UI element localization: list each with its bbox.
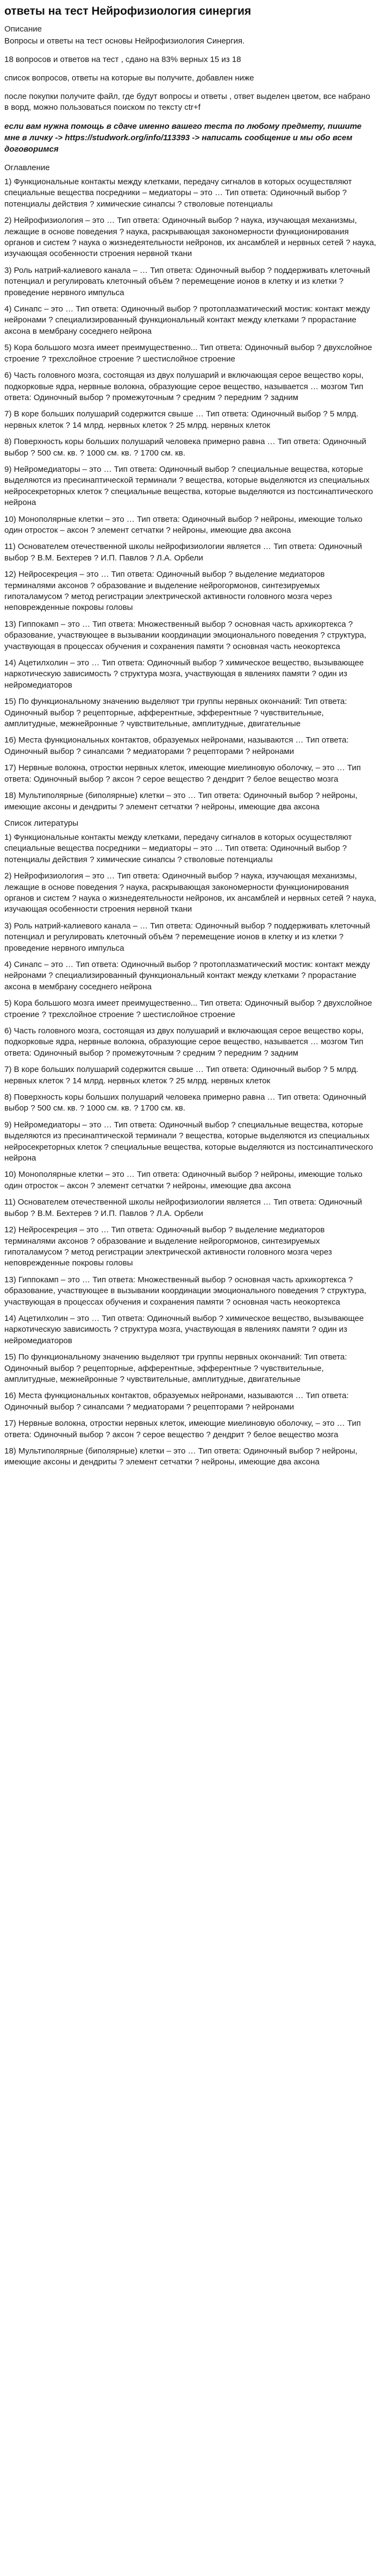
reference-item: 9) Нейромедиаторы – это … Тип ответа: Одиночный выбор ? специальные вещества, которые выделяются из пресинаптической терминали ? вещества, которые выделяются из специальных нейросекреторных клеток ? специальные вещества, которые выделяются из постсинаптического нейрона <box>4 1120 373 1163</box>
page-title: ответы на тест Нейрофизиология синергия <box>4 5 252 17</box>
reference-item: 14) Ацетилхолин – это … Тип ответа: Одиночный выбор ? химическое вещество, вызывающее наркотическую зависимость ? структура мозга, участвующая в явлениях памяти ? один из нейромедиаторов <box>4 1313 364 1345</box>
reference-item: 3) Роль натрий-калиевого канала – … Тип ответа: Одиночный выбор ? поддерживать клеточный потенциал и регулировать клеточный объём ? перемещение ионов в клетку и из клетки ? проведение нервного импульса <box>4 921 370 953</box>
toc-item: 10) Монополярные клетки – это … Тип ответа: Одиночный выбор ? нейроны, имеющие только один отросток – аксон ? элемент сетчатки ? нейроны, имеющие два аксона <box>4 514 363 535</box>
intro-line: 18 вопросов и ответов на тест , сдано на 83% верных 15 из 18 <box>4 55 241 64</box>
reference-item: 18) Мультиполярные (биполярные) клетки – это … Тип ответа: Одиночный выбор ? нейроны, имеющие аксоны и дендриты ? элемент сетчатки ? нейроны, имеющие два аксона <box>4 1446 358 1467</box>
toc-item: 1) Функциональные контакты между клетками, передачу сигналов в которых осуществляют специальные вещества посредники – медиаторы – это … Тип ответа: Одиночный выбор ? потенциалы действия ? химические синапсы ? стволовые потенциалы <box>4 177 352 209</box>
references-label: Список литературы <box>4 818 79 828</box>
reference-item: 6) Часть головного мозга, состоящая из двух полушарий и включающая серое вещество коры, подкорковые ядра, нервные волокна, образующие серое вещество, называется … мозгом Тип ответа: Одиночный выбор ? промежуточным ? средним ? передним ? задним <box>4 1026 364 1058</box>
toc-item: 17) Нервные волокна, отростки нервных клеток, имеющие миелиновую оболочку, – это … Тип ответа: Одиночный выбор ? аксон ? серое вещество ? дендрит ? белое вещество мозга <box>4 763 361 784</box>
reference-item: 16) Места функциональных контактов, образуемых нейронами, называются … Тип ответа: Одиночный выбор ? синапсами ? медиаторами ? рецепторами ? нейронами <box>4 1391 349 1412</box>
toc-item: 12) Нейросекреция – это … Тип ответа: Одиночный выбор ? выделение медиаторов терминалями аксонов ? образование и выделение нейрогормонов, синтезируемых гипоталамусом ? метод регистрации электрической активности головного мозга через неповрежденные покровы головы <box>4 570 332 613</box>
toc-list <box>4 177 377 813</box>
reference-item: 17) Нервные волокна, отростки нервных клеток, имеющие миелиновую оболочку, – это … Тип ответа: Одиночный выбор ? аксон ? серое вещество ? дендрит ? белое вещество мозга <box>4 1419 361 1439</box>
toc-item: 11) Основателем отечественной школы нейрофизиологии является … Тип ответа: Одиночный выбор ? В.М. Бехтерев ? И.П. Павлов ? Л.А. Орбели <box>4 542 363 563</box>
toc-item: 13) Гиппокамп – это … Тип ответа: Множественный выбор ? основная часть архикортекса ? образование, участвующее в вызывании координации эмоционального поведения ? структура, участвующая в процессах обучения и сохранения памяти ? основная часть неокортекса <box>4 619 366 651</box>
toc-item: 8) Поверхность коры больших полушарий человека примерно равна … Тип ответа: Одиночный выбор ? 500 см. кв. ? 1000 см. кв. ? 1700 см. кв. <box>4 437 366 458</box>
reference-item: 1) Функциональные контакты между клетками, передачу сигналов в которых осуществляют специальные вещества посредники – медиаторы – это … Тип ответа: Одиночный выбор ? потенциалы действия ? химические синапсы ? стволовые потенциалы <box>4 832 352 864</box>
toc-item: 5) Кора большого мозга имеет преимущественно... Тип ответа: Одиночный выбор ? двухслойное строение ? трехслойное строение ? шестислойное строение <box>4 343 372 364</box>
reference-item: 15) По функциональному значению выделяют три группы нервных окончаний: Тип ответа: Одиночный выбор ? рецепторные, афферентные, эфферентные ? чувствительные, амплитудные, межнейронные ? чувствительные, амплитудные, двигательные <box>4 1352 347 1384</box>
toc-item: 15) По функциональному значению выделяют три группы нервных окончаний: Тип ответа: Одиночный выбор ? рецепторные, афферентные, эфферентные ? чувствительные, амплитудные, межнейронные ? чувствительные, амплитудные, двигательные <box>4 697 347 729</box>
reference-item: 13) Гиппокамп – это … Тип ответа: Множественный выбор ? основная часть архикортекса ? образование, участвующее в вызывании координации эмоционального поведения ? структура, участвующая в процессах обучения и сохранения памяти ? основная часть неокортекса <box>4 1275 366 1307</box>
reference-item: 12) Нейросекреция – это … Тип ответа: Одиночный выбор ? выделение медиаторов терминалями аксонов ? образование и выделение нейрогормонов, синтезируемых гипоталамусом ? метод регистрации электрической активности головного мозга через неповрежденные покровы головы <box>4 1225 332 1268</box>
description-label: Описание <box>4 24 42 34</box>
toc-item: 14) Ацетилхолин – это … Тип ответа: Одиночный выбор ? химическое вещество, вызывающее наркотическую зависимость ? структура мозга, участвующая в явлениях памяти ? один из нейромедиаторов <box>4 658 364 690</box>
promo-text: если вам нужна помощь в сдаче именно вашего теста по любому предмету, пишите мне в личку -> https://studwork.org/info/113393 -> написать сообщение и мы обо всем договоримся <box>4 122 362 154</box>
reference-item: 10) Монополярные клетки – это … Тип ответа: Одиночный выбор ? нейроны, имеющие только один отросток – аксон ? элемент сетчатки ? нейроны, имеющие два аксона <box>4 1170 363 1190</box>
reference-item: 4) Синапс – это … Тип ответа: Одиночный выбор ? протоплазматический мостик: контакт между нейронами ? специализированный функциональный контакт между клетками ? прорастание аксона в мембрану соседнего нейрона <box>4 959 370 991</box>
intro-block <box>4 36 377 113</box>
toc-item: 3) Роль натрий-калиевого канала – … Тип ответа: Одиночный выбор ? поддерживать клеточный потенциал и регулировать клеточный объём ? перемещение ионов в клетку и из клетки ? проведение нервного импульса <box>4 265 370 297</box>
intro-line: после покупки получите файл, где будут вопросы и ответы , ответ выделен цветом, все набрано в ворд, можно пользоваться поиском по тексту ctr+f <box>4 92 371 112</box>
reference-item: 8) Поверхность коры больших полушарий человека примерно равна … Тип ответа: Одиночный выбор ? 500 см. кв. ? 1000 см. кв. ? 1700 см. кв. <box>4 1093 366 1113</box>
toc-item: 4) Синапс – это … Тип ответа: Одиночный выбор ? протоплазматический мостик: контакт между нейронами ? специализированный функциональный контакт между клетками ? прорастание аксона в мембрану соседнего нейрона <box>4 304 370 336</box>
intro-line: список вопросов, ответы на которые вы получите, добавлен ниже <box>4 73 254 83</box>
toc-item: 6) Часть головного мозга, состоящая из двух полушарий и включающая серое вещество коры, подкорковые ядра, нервные волокна, образующие серое вещество, называется … мозгом Тип ответа: Одиночный выбор ? промежуточным ? средним ? передним ? задним <box>4 371 364 402</box>
intro-line: Вопросы и ответы на тест основы Нейрофизиология Синергия. <box>4 36 245 46</box>
references-list <box>4 832 377 1468</box>
toc-item: 18) Мультиполярные (биполярные) клетки – это … Тип ответа: Одиночный выбор ? нейроны, имеющие аксоны и дендриты ? элемент сетчатки ? нейроны, имеющие два аксона <box>4 791 358 812</box>
toc-item: 7) В коре больших полушарий содержится свыше … Тип ответа: Одиночный выбор ? 5 млрд. нервных клеток ? 14 млрд. нервных клеток ? 25 млрд. нервных клеток <box>4 409 359 430</box>
reference-item: 2) Нейрофизиология – это … Тип ответа: Одиночный выбор ? наука, изучающая механизмы, лежащие в основе поведения ? наука, раскрывающая закономерности функционирования органов и систем ? наука о жизнедеятельности нейронов, их ансамблей и нервных сетей ? наука, изучающая особенности строения нервной ткани <box>4 871 377 914</box>
toc-item: 16) Места функциональных контактов, образуемых нейронами, называются … Тип ответа: Одиночный выбор ? синапсами ? медиаторами ? рецепторами ? нейронами <box>4 735 349 756</box>
toc-item: 9) Нейромедиаторы – это … Тип ответа: Одиночный выбор ? специальные вещества, которые выделяются из пресинаптической терминали ? вещества, которые выделяются из специальных нейросекреторных клеток ? специальные вещества, которые выделяются из постсинаптического нейрона <box>4 464 373 508</box>
reference-item: 7) В коре больших полушарий содержится свыше … Тип ответа: Одиночный выбор ? 5 млрд. нервных клеток ? 14 млрд. нервных клеток ? 25 млрд. нервных клеток <box>4 1065 359 1086</box>
reference-item: 11) Основателем отечественной школы нейрофизиологии является … Тип ответа: Одиночный выбор ? В.М. Бехтерев ? И.П. Павлов ? Л.А. Орбели <box>4 1197 363 1218</box>
toc-label: Оглавление <box>4 163 50 172</box>
reference-item: 5) Кора большого мозга имеет преимущественно... Тип ответа: Одиночный выбор ? двухслойное строение ? трехслойное строение ? шестислойное строение <box>4 999 372 1019</box>
toc-item: 2) Нейрофизиология – это … Тип ответа: Одиночный выбор ? наука, изучающая механизмы, лежащие в основе поведения ? наука, раскрывающая закономерности функционирования органов и систем ? наука о жизнедеятельности нейронов, их ансамблей и нервных сетей ? наука, изучающая особенности строения нервной ткани <box>4 216 377 259</box>
